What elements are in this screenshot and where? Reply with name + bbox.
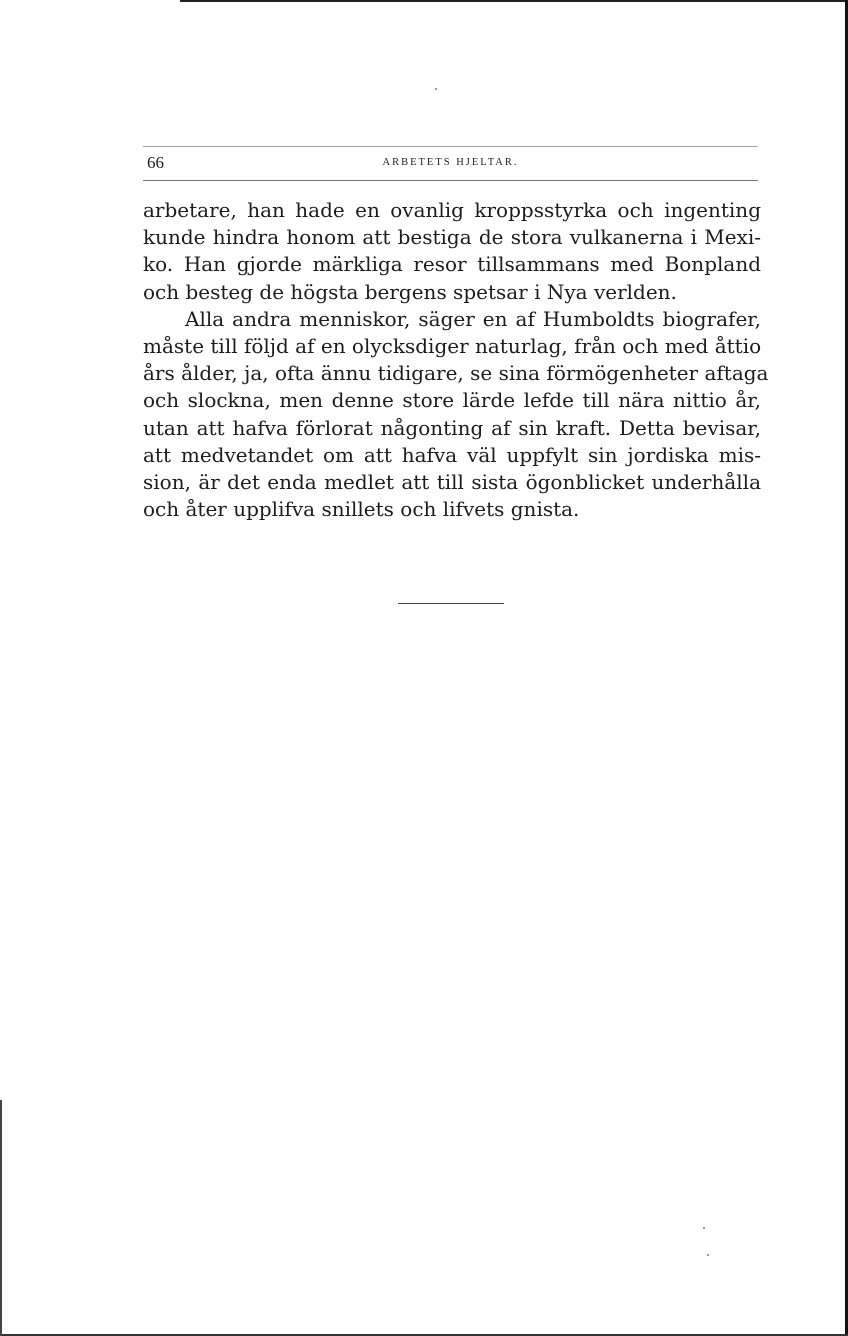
header-bottom-rule — [143, 180, 758, 181]
paragraph-1 — [143, 197, 761, 306]
text-line: och slockna, men denne store lärde lefde till nära nittio år, — [143, 388, 761, 413]
scan-edge-top — [180, 0, 848, 2]
text-line: Alla andra menniskor, säger en af Humboldts biografer, — [185, 306, 761, 331]
text-line: kunde hindra honom att bestiga de stora vulkanerna i Mexi- — [143, 225, 761, 250]
text-line: att medvetandet om att hafva väl uppfylt sin jordiska mis- — [143, 442, 761, 467]
text-line: och besteg de högsta bergens spetsar i Nya verlden. — [143, 279, 677, 304]
paragraph-2 — [143, 306, 769, 524]
text-line: och åter upplifva snillets och lifvets gnista. — [143, 497, 580, 522]
text-line: arbetare, han hade en ovanlig kroppsstyrka och ingenting — [143, 198, 761, 222]
scan-edge-left — [0, 1100, 2, 1336]
running-title: ARBETETS HJELTAR. — [382, 157, 519, 168]
text-line: måste till följd af en olycksdiger naturlag, från och med åttio — [143, 333, 762, 358]
header-top-rule — [143, 146, 758, 147]
running-head — [143, 153, 758, 175]
body-text — [143, 197, 769, 523]
text-line: utan att hafva förlorat någonting af sin kraft. Detta bevisar, — [143, 415, 761, 440]
scan-speck — [703, 1227, 705, 1229]
scan-speck — [707, 1254, 709, 1256]
section-end-rule — [398, 603, 504, 604]
text-line: års ålder, ja, ofta ännu tidigare, se sina förmögenheter aftaga — [143, 361, 769, 386]
page-number: 66 — [147, 153, 164, 172]
scan-speck — [435, 88, 437, 90]
text-line: ko. Han gjorde märkliga resor tillsammans med Bonpland — [143, 252, 761, 277]
text-line: sion, är det enda medlet att till sista ögonblicket underhålla — [143, 469, 761, 494]
